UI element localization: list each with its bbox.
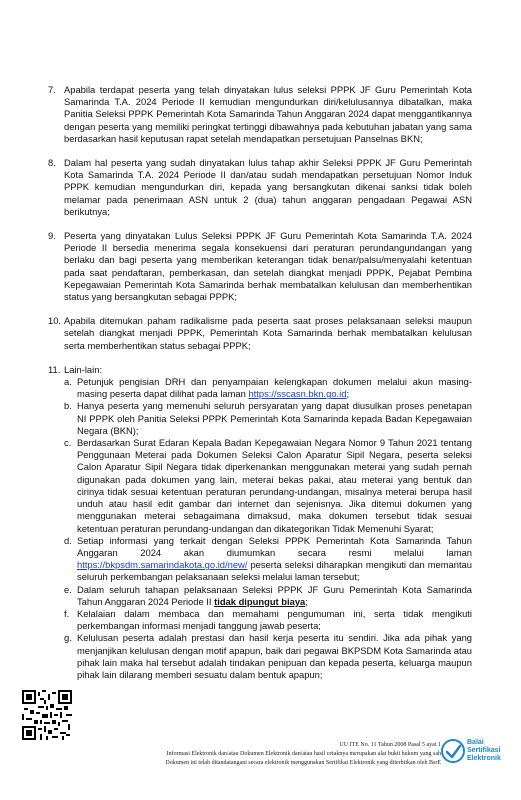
sublist-item xyxy=(64,608,472,632)
sublist-letter: a. xyxy=(64,376,72,388)
item-number: 10. xyxy=(48,315,62,327)
footer-legal-note: Informasi Elektronik dan/atau Dokumen Elektronik dan/atau hasil cetaknya merupakan alat bukti hukum yang sah xyxy=(166,751,441,757)
sublist-item xyxy=(64,584,472,608)
sublist-text: Kelulusan peserta adalah prestasi dan hasil kerja peserta itu sendiri. Jika ada pihak yang menjanjikan kelulusan dengan motif apapun, baik dari pegawai BKPSDM Kota Samarinda atau pihak lain maka hal tersebut adalah tindakan penipuan dan kepada peserta, keluarga maupun pihak lain dilarang memberi sesuatu dalam bentuk apapun; xyxy=(77,632,472,680)
sublist-heading: Lain-lain: xyxy=(64,363,103,375)
sublist-text-part: Setiap informasi yang terkait dengan Seleksi PPPK Pemerintah Kota Samarinda Tahun Anggaran 2024 akan diumumkan secara resmi melalui laman xyxy=(77,534,472,558)
item-number: 8. xyxy=(48,157,56,169)
bsre-logo-text xyxy=(467,739,501,763)
list-item xyxy=(48,315,472,352)
list-item xyxy=(48,84,472,145)
sublist-letter: b. xyxy=(64,400,72,412)
logo-line: Balai xyxy=(467,739,484,746)
sublist-text: Hanya peserta yang memenuhi seluruh persyaratan yang dapat diusulkan proses penetapan NI PPPK oleh Panitia Seleksi PPPK Pemerintah Kota Samarinda kepada Badan Kepegawaian Negara (BKN); xyxy=(77,400,472,436)
sublist-text-part: ; xyxy=(346,388,350,400)
list-item xyxy=(48,230,472,303)
item-number: 11. xyxy=(48,363,61,375)
sublist-text-part: Petunjuk pengisian DRH dan penyampaian kelengkapan dokumen melalui akun masing-masing peserta dapat dilihat pada laman xyxy=(77,376,472,400)
sublist-text-part: ; xyxy=(305,595,308,607)
sublist-item xyxy=(64,376,472,400)
sublist-letter: g. xyxy=(64,632,72,644)
sscasn-link[interactable]: https://sscasn.bkn.go.id xyxy=(248,388,347,400)
sublist-text: Berdasarkan Surat Edaran Kepala Badan Kepegawaian Negara Nomor 9 Tahun 2021 tentang Penggunaan Meterai pada Dokumen Seleksi Calon Aparatur Sipil Negara, peserta seleksi Calon Aparatur Sipil Negara tidak diperkenankan menggunakan meterai yang sudah pernah digunakan pada dokumen yang lain, meterai bekas pakai, atau meterai yang bentuk dan cirinya tidak sesuai ketentuan peraturan perundang-undangan, misalnya meterai berupa hasil unduh atau hasil edit gambar dari internet dan sejenisnya. Jika ditemui dokumen yang menggunakan meterai sebagaimana dimaksud, maka dokumen tersebut tidak sesuai ketentuan peraturan perundang-undangan dan dikategorikan Tidak Memenuhi Syarat; xyxy=(77,437,472,534)
logo-line: Sertifikasi xyxy=(467,747,501,754)
item-text: Dalam hal peserta yang sudah dinyatakan lulus tahap akhir Seleksi PPPK JF Guru Pemerintah Kota Samarinda T.A. 2024 Periode II dan/atau sudah mendapatkan persetujuan Nomor Induk PPPK kemudian mengundurkan diri, kepada yang bersangkutan dikenai sanksi tidak boleh melamar pada penerimaan ASN untuk 2 (dua) tahun anggaran pengadaan Pegawai ASN berikutnya; xyxy=(64,157,472,217)
sublist-item xyxy=(64,535,472,584)
item-text: Apabila terdapat peserta yang telah dinyatakan lulus seleksi PPPK JF Guru Pemerintah Kota Samarinda T.A. 2024 Periode II kemudian mengundurkan diri/kelulusannya dibatalkan, maka Panitia Seleksi PPPK Pemerintah Kota Samarinda Tahun Anggaran 2024 dapat menggantikannya dengan peserta yang memiliki peringkat tertinggi dibawahnya pada kebutuhan jabatan yang sama berdasarkan hasil keputusan rapat setelah mendapatkan persetujuan Panselnas BKN; xyxy=(64,84,472,144)
sublist-letter: d. xyxy=(64,534,72,546)
item-number: 9. xyxy=(48,230,56,242)
sublist-item xyxy=(64,632,472,681)
sublist-text-part: Dalam seluruh tahapan pelaksanaan Seleksi PPPK JF Guru Pemerintah Kota Samarinda Tahun Anggaran 2024 Periode II xyxy=(77,583,472,607)
sublist-text xyxy=(77,376,472,400)
list-item-other xyxy=(48,364,472,681)
logo-line: Elektronik xyxy=(467,755,501,762)
sublist-text: Kelalaian dalam membaca dan memahami pengumuman ini, serta tidak mengikuti perkembangan informasi menjadi tanggung jawab peserta; xyxy=(77,607,472,632)
sublist-letter: c. xyxy=(64,437,72,449)
item-number: 7. xyxy=(48,84,56,95)
footer-signature-note: Dokumen ini telah ditandatangani secara elektronik menggunakan Sertifikat Elektronik yang diterbitkan oleh BsrE xyxy=(165,760,441,766)
free-of-charge-emphasis: tidak dipungut biaya xyxy=(214,595,306,607)
sublist-letter: e. xyxy=(64,583,72,595)
sublist-item xyxy=(64,437,472,535)
item-text: Peserta yang dinyatakan Lulus Seleksi PPPK JF Guru Pemerintah Kota Samarinda T.A. 2024 Periode II bersedia menerima segala konsekuensi dari peraturan perundangundangan yang berlaku dan bagi peserta yang memberikan keterangan tidak benar/palsu/menyalahi ketentuan pada saat pendaftaran, pemberkasan, dan setelah diangkat menjadi PPPK, Pejabat Pembina Kepegawaian Pemerintah Kota Samarinda berhak membatalkan kelulusan dan memberhentikan status yang bersangkutan sebagai PPPK; xyxy=(64,230,472,303)
list-item xyxy=(48,157,472,218)
sublist-item xyxy=(64,400,472,437)
item-text: Apabila ditemukan paham radikalisme pada peserta saat proses pelaksanaan seleksi maupun setelah diangkat menjadi PPPK, Pemerintah Kota Samarinda berhak membatalkan kelulusan serta memberhentikan status sebagai PPPK; xyxy=(64,315,472,351)
sublist-text xyxy=(77,584,472,608)
qr-code-icon xyxy=(22,690,72,740)
sublist-letter: f. xyxy=(64,607,70,619)
announcement-body xyxy=(48,84,472,693)
sublist-text-part: peserta seleksi diharapkan mengikuti dan memantau seluruh perkembangan pelaksanaan seleksi melalui laman tersebut; xyxy=(77,559,472,583)
bkpsdm-link[interactable]: https://bkpsdm.samarindakota.go.id/new/ xyxy=(77,559,248,571)
item-sublist xyxy=(64,364,472,681)
sublist-text xyxy=(77,535,472,584)
document-footer xyxy=(61,741,441,768)
footer-law-reference: UU ITE No. 11 Tahun 2008 Pasal 5 ayat 1 xyxy=(339,742,441,748)
